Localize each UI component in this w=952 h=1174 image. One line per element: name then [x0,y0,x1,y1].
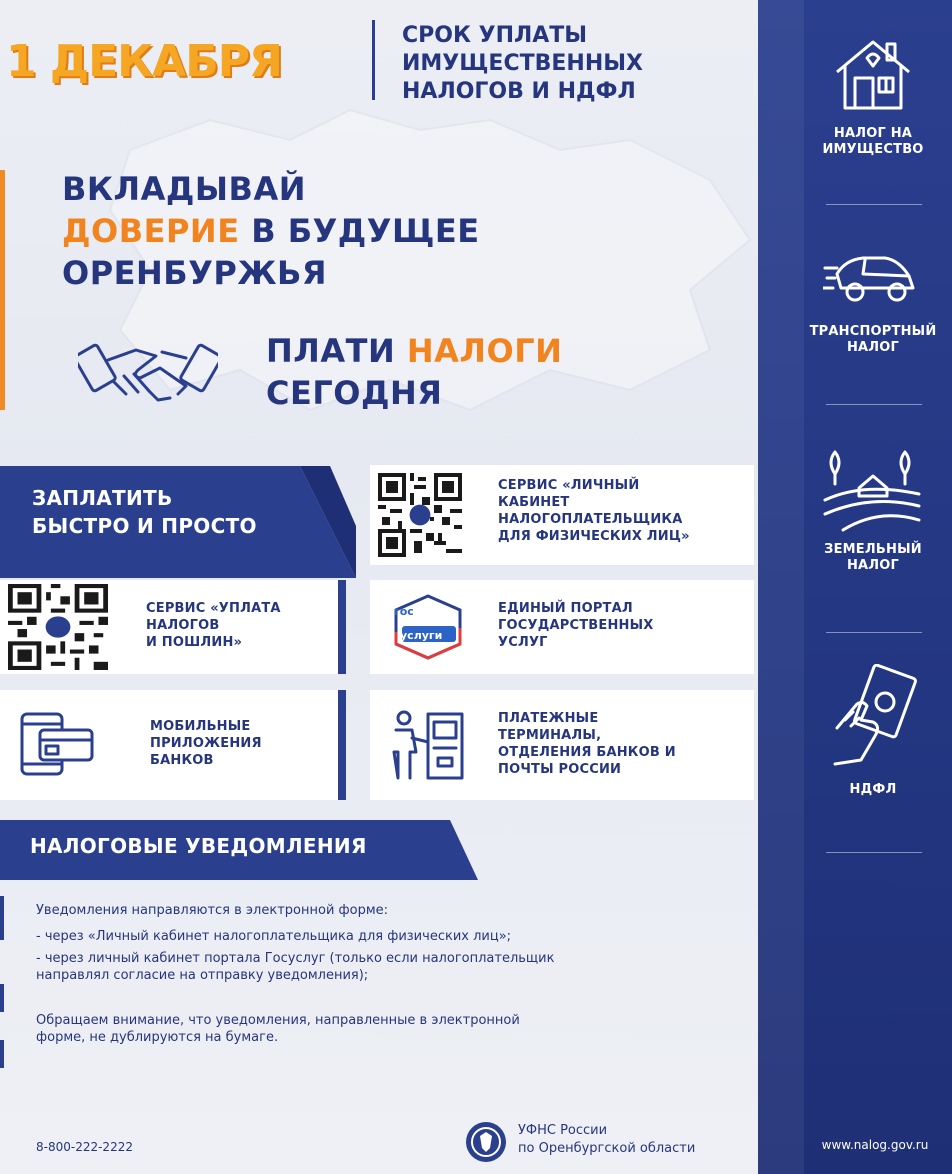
gosuslugi-logo-icon [388,592,468,662]
card-gosuslugi[interactable]: гос услуги ЕДИНЫЙ ПОРТАЛ ГОСУДАРСТВЕННЫХ УСЛУГ [370,580,754,674]
card-uplata-service[interactable]: СЕРВИС «УПЛАТА НАЛОГОВ И ПОШЛИН» [0,580,346,674]
sidebar-divider [826,204,922,205]
house-icon [831,34,915,118]
money-hand-icon [823,664,923,774]
deadline-caption: СРОК УПЛАТЫ ИМУЩЕСТВЕННЫХ НАЛОГОВ И НДФЛ [402,23,643,104]
phone-card-icon [18,712,98,776]
tax-types-sidebar [758,0,952,1174]
hotline-phone[interactable]: 8-800-222-2222 [36,1140,133,1154]
pay-call: ПЛАТИ НАЛОГИ СЕГОДНЯ [266,332,563,412]
car-icon [823,236,923,316]
handshake-icon [78,330,218,412]
notice-marker [0,984,4,1012]
pay-title: ЗАПЛАТИТЬ БЫСТРО И ПРОСТО [32,486,257,538]
notice-marker [0,1040,4,1068]
sidebar-divider [826,404,922,405]
qr-code-uplata[interactable] [8,584,108,670]
sidebar-item-transport-tax: ТРАНСПОРТНЫЙ НАЛОГ [794,236,952,356]
website-link[interactable]: www.nalog.gov.ru [821,1138,929,1152]
notices-warning: Обращаем внимание, что уведомления, направленные в электронной форме, не дублируются на бумаге. [36,1013,520,1045]
accent-strip [0,170,5,410]
card-mobile-apps[interactable]: МОБИЛЬНЫЕ ПРИЛОЖЕНИЯ БАНКОВ [0,690,346,800]
card-accent-bar [338,580,346,674]
notices-item-gosuslugi: - через личный кабинет портала Госуслуг (только если налогоплательщик направлял согласие на отправку уведомления); [36,951,555,983]
header-divider [372,20,375,100]
sidebar-divider [826,852,922,853]
qr-code-lk[interactable] [378,473,462,557]
gosuslugi-logo-text: гос [394,605,414,618]
organization-name: УФНС России по Оренбургской области [518,1123,696,1156]
notices-intro: Уведомления направляются в электронной форме: [36,903,389,918]
sidebar-divider [826,632,922,633]
gosuslugi-logo-text: услуги [400,629,443,642]
card-terminals[interactable]: ПЛАТЕЖНЫЕ ТЕРМИНАЛЫ, ОТДЕЛЕНИЯ БАНКОВ И ПОЧТЫ РОССИИ [370,690,754,800]
card-accent-bar [338,690,346,800]
fns-emblem-icon [464,1120,508,1164]
deadline-date: 1 ДЕКАБРЯ [6,36,282,87]
land-icon [823,444,923,534]
card-lk-service[interactable]: СЕРВИС «ЛИЧНЫЙ КАБИНЕТ НАЛОГОПЛАТЕЛЬЩИКА ДЛЯ ФИЗИЧЕСКИХ ЛИЦ» [370,465,754,565]
sidebar-item-ndfl: НДФЛ [794,664,952,798]
notices-item-lk: - через «Личный кабинет налогоплательщика для физических лиц»; [36,929,512,944]
notice-marker [0,896,4,940]
slogan: ВКЛАДЫВАЙ ДОВЕРИЕ В БУДУЩЕЕ ОРЕНБУРЖЬЯ [62,170,480,292]
terminal-icon [388,708,468,780]
sidebar-item-land-tax: ЗЕМЕЛЬНЫЙ НАЛОГ [794,444,952,574]
notices-title: НАЛОГОВЫЕ УВЕДОМЛЕНИЯ [30,834,367,858]
sidebar-item-property-tax: НАЛОГ НА ИМУЩЕСТВО [794,34,952,158]
